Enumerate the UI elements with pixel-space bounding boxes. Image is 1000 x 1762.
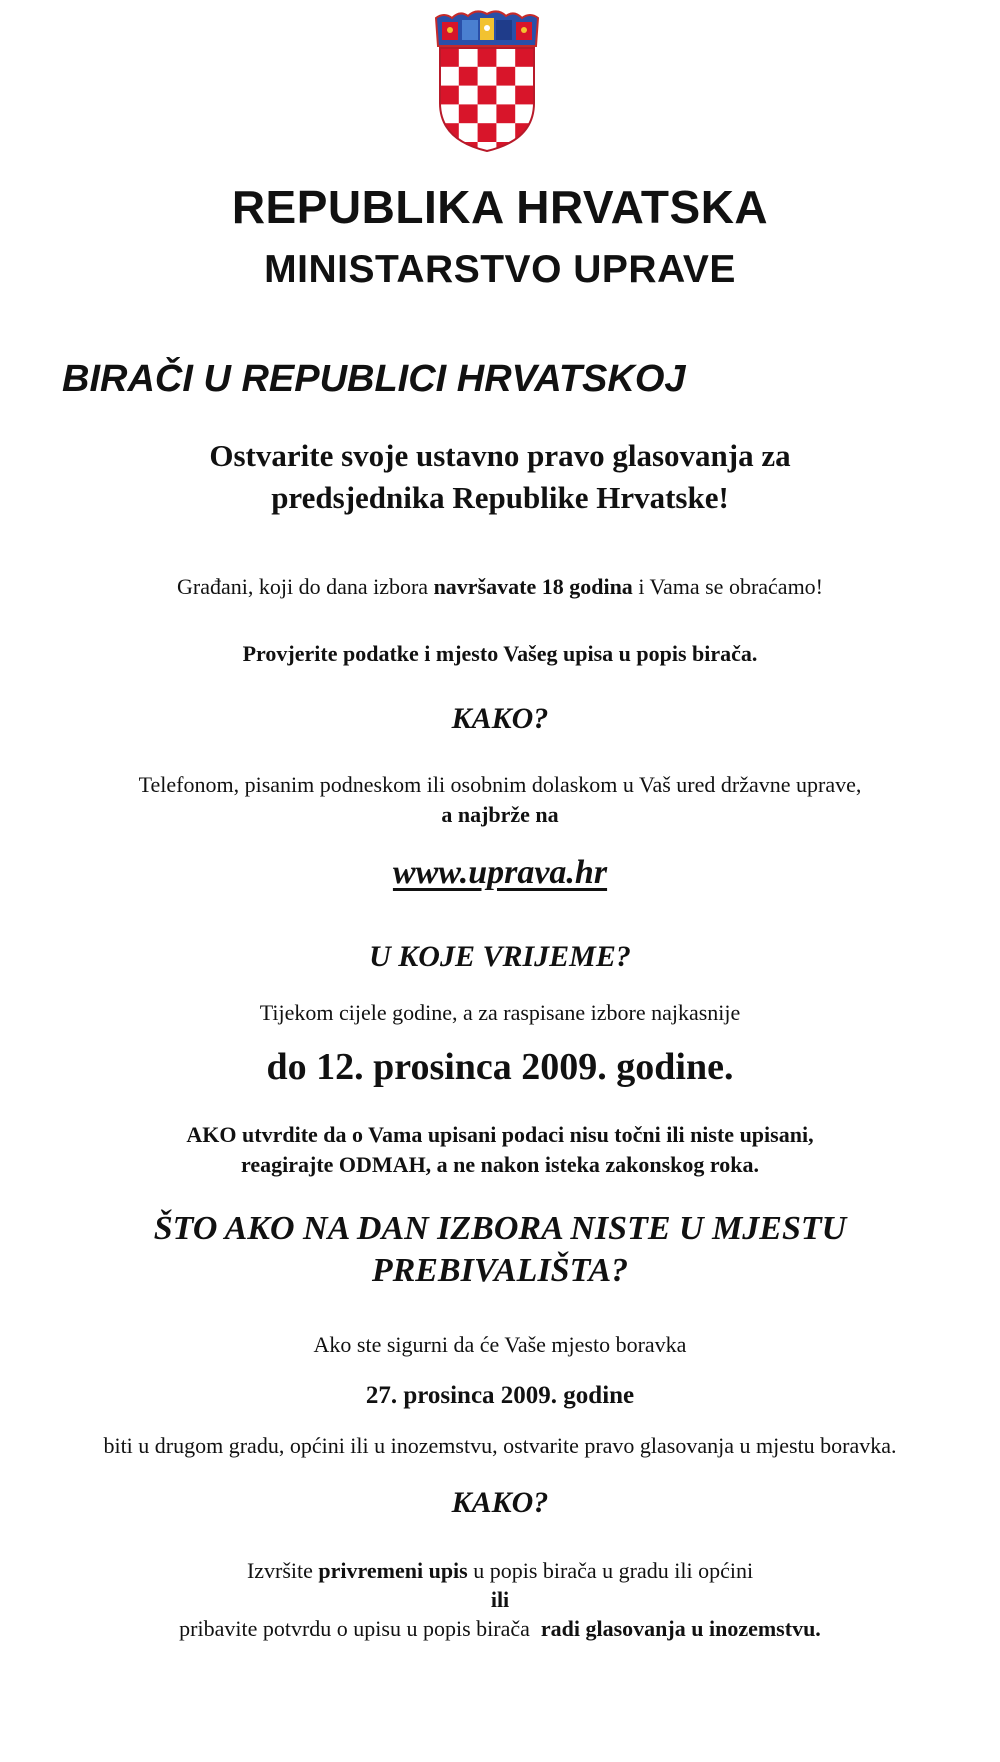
citizens-paragraph xyxy=(0,574,1000,600)
how-fastest: a najbrže na xyxy=(441,802,559,827)
website-link[interactable]: www.uprava.hr xyxy=(392,854,608,891)
country-name: REPUBLIKA HRVATSKA xyxy=(231,181,769,233)
citizens-text-after: i Vama se obraćamo! xyxy=(632,574,824,599)
checker-square xyxy=(459,104,478,123)
when-text: Tijekom cijele godine, a za raspisane izbore najkasnije xyxy=(259,1000,741,1025)
action-2-emphasis: radi glasovanja u inozemstvu. xyxy=(540,1616,821,1641)
croatian-coat-of-arms-icon xyxy=(432,8,542,153)
sure-text: Ako ste sigurni da će Vaše mjesto boravka xyxy=(313,1332,687,1357)
action-1 xyxy=(0,1558,1000,1584)
citizens-text-before: Građani, koji do dana izbora xyxy=(176,574,434,599)
check-data-paragraph: Provjerite podatke i mjesto Vašeg upisa u popis birača. xyxy=(242,641,758,666)
deadline: do 12. prosinca 2009. godine. xyxy=(266,1046,734,1088)
ministry-name: MINISTARSTVO UPRAVE xyxy=(264,248,736,291)
how-heading: KAKO? xyxy=(451,702,549,735)
action-1-after: u popis birača u gradu ili općini xyxy=(467,1558,754,1583)
action-2-before: pribavite potvrdu o upisu u popis birača xyxy=(179,1616,541,1641)
away-heading-line-2: PREBIVALIŠTA? xyxy=(371,1252,629,1289)
checker-square xyxy=(459,67,478,86)
warning-line-2: reagirajte ODMAH, a ne nakon isteka zakonskog roka. xyxy=(240,1152,760,1177)
crown xyxy=(436,11,538,46)
citizens-emphasis: navršavate 18 godina xyxy=(433,574,633,599)
election-date: 27. prosinca 2009. godine xyxy=(365,1382,635,1409)
elsewhere-text: biti u drugom gradu, općini ili u inozemstvu, ostvarite pravo glasovanja u mjestu boravka. xyxy=(103,1433,897,1458)
how-text: Telefonom, pisanim podneskom ili osobnim dolaskom u Vaš ured državne uprave, xyxy=(138,772,862,797)
checker-square xyxy=(496,67,515,86)
checker-square xyxy=(515,48,534,67)
intro-line-1: Ostvarite svoje ustavno pravo glasovanja za xyxy=(209,438,791,473)
warning-line-1: AKO utvrdite da o Vama upisani podaci nisu točni ili niste upisani, xyxy=(186,1122,814,1147)
checker-square xyxy=(440,86,459,105)
checker-square xyxy=(478,123,497,142)
when-heading: U KOJE VRIJEME? xyxy=(369,940,631,973)
checkerboard-shield xyxy=(440,48,534,153)
intro-line-2: predsjednika Republike Hrvatske! xyxy=(271,480,729,515)
how-heading-2: KAKO? xyxy=(451,1486,549,1519)
action-2 xyxy=(0,1616,1000,1642)
checker-square xyxy=(496,104,515,123)
checker-square xyxy=(515,123,534,142)
action-or: ili xyxy=(490,1587,510,1612)
checker-square xyxy=(478,48,497,67)
action-1-emphasis: privremeni upis xyxy=(318,1558,468,1583)
checker-square xyxy=(515,86,534,105)
page-title: BIRAČI U REPUBLICI HRVATSKOJ xyxy=(62,358,686,400)
checker-square xyxy=(440,48,459,67)
action-1-before: Izvršite xyxy=(246,1558,319,1583)
away-heading-line-1: ŠTO AKO NA DAN IZBORA NISTE U MJESTU xyxy=(153,1210,847,1247)
checker-square xyxy=(440,123,459,142)
checker-square xyxy=(478,86,497,105)
